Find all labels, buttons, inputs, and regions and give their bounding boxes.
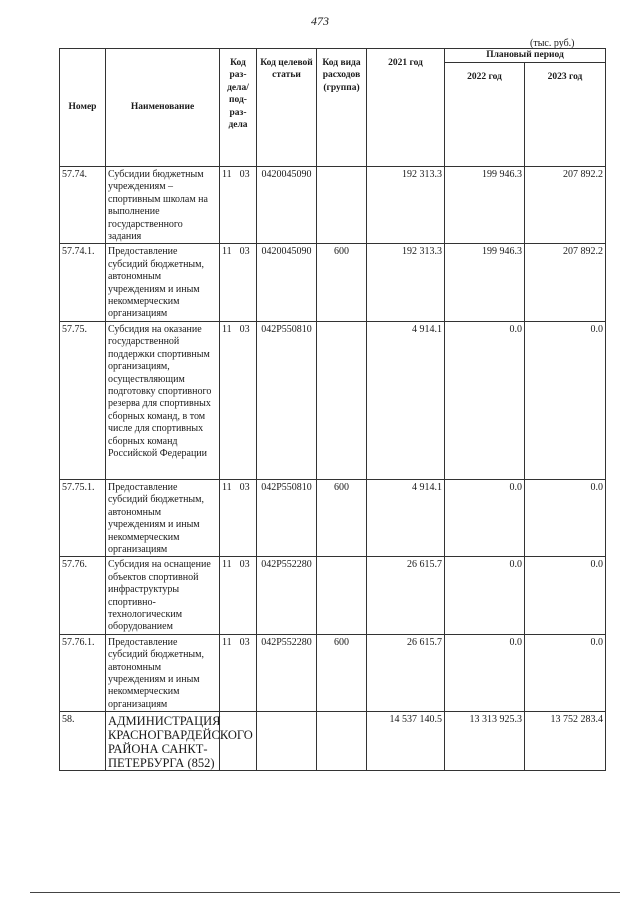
row-value-2023: 13 752 283.4 [525, 712, 606, 771]
row-name: АДМИНИСТРАЦИЯ КРАСНОГВАРДЕЙСКОГО РАЙОНА САНКТ-ПЕТЕРБУРГА (852) [106, 712, 220, 771]
row-target-code: 042P552280 [257, 634, 317, 711]
row-target-code: 0420045090 [257, 244, 317, 321]
row-expense-type: 600 [317, 244, 367, 321]
row-subsection: 03 [239, 169, 250, 180]
row-section: 11 [222, 636, 232, 648]
row-value-2022: 0.0 [445, 557, 525, 634]
row-section: 11 [222, 481, 232, 493]
row-target-code: 0420045090 [257, 167, 317, 244]
row-value-2023: 207 892.2 [525, 244, 606, 321]
row-subsection: 03 [239, 636, 250, 648]
table-row [60, 712, 606, 771]
row-value-2023: 0.0 [525, 634, 606, 711]
row-number: 57.76.1. [60, 634, 106, 711]
row-value-2022: 0.0 [445, 479, 525, 556]
row-section-code [220, 479, 257, 556]
row-value-2023: 0.0 [525, 479, 606, 556]
row-section-code [220, 244, 257, 321]
row-section: 11 [222, 323, 232, 335]
units-label: (тыс. руб.) [530, 38, 575, 49]
header-year-2023: 2023 год [525, 63, 606, 167]
table-body [60, 167, 606, 771]
row-value-2021: 192 313.3 [367, 167, 445, 244]
row-subsection: 03 [239, 559, 250, 571]
row-name: Предоставление субсидий бюджетным, автономным учреждениям и иным некоммерческим организациям [106, 479, 220, 556]
row-number: 58. [60, 712, 106, 771]
table-row [60, 479, 606, 556]
row-value-2023: 0.0 [525, 557, 606, 634]
header-year-2022: 2022 год [445, 63, 525, 167]
bottom-rule [30, 892, 620, 893]
row-name: Субсидия на оснащение объектов спортивной инфраструктуры спортивно-технологическим оборудованием [106, 557, 220, 634]
header-year-2021: 2021 год [367, 49, 445, 167]
row-subsection: 03 [239, 246, 250, 258]
table-row [60, 634, 606, 711]
row-value-2022: 0.0 [445, 321, 525, 479]
row-target-code: 042P552280 [257, 557, 317, 634]
row-number: 57.75. [60, 321, 106, 479]
row-expense-type [317, 557, 367, 634]
row-expense-type: 600 [317, 479, 367, 556]
row-number: 57.74.1. [60, 244, 106, 321]
row-value-2021: 4 914.1 [367, 479, 445, 556]
row-value-2021: 26 615.7 [367, 557, 445, 634]
row-value-2023: 207 892.2 [525, 167, 606, 244]
row-section: 11 [222, 559, 232, 571]
row-section-code [220, 634, 257, 711]
row-subsection: 03 [239, 481, 250, 493]
row-expense-type [317, 167, 367, 244]
table-row [60, 557, 606, 634]
row-name: Предоставление субсидий бюджетным, автономным учреждениям и иным некоммерческим организациям [106, 634, 220, 711]
row-value-2021: 192 313.3 [367, 244, 445, 321]
row-name: Субсидии бюджетным учреждениям – спортивным школам на выполнение государственного задания [106, 167, 220, 244]
table-row [60, 244, 606, 321]
header-expense-type: Код вида расходов (группа) [317, 49, 367, 167]
row-expense-type [317, 321, 367, 479]
row-name: Предоставление субсидий бюджетным, автономным учреждениям и иным некоммерческим организациям [106, 244, 220, 321]
header-section-code: Код раз-дела/ под-раз-дела [220, 49, 257, 167]
row-target-code: 042P550810 [257, 479, 317, 556]
row-subsection: 03 [239, 323, 250, 335]
budget-table-container [59, 48, 605, 771]
row-expense-type [317, 712, 367, 771]
row-value-2022: 199 946.3 [445, 244, 525, 321]
row-name: Субсидия на оказание государственной поддержки спортивным организациям, осуществляющим подготовку спортивного резерва для спортивных сборных команд, в том числе для спортивных сборных команд Российской Федерации [106, 321, 220, 479]
row-section-code [220, 167, 257, 244]
row-section-code [220, 557, 257, 634]
row-section: 11 [222, 246, 232, 258]
row-target-code: 042P550810 [257, 321, 317, 479]
row-value-2022: 199 946.3 [445, 167, 525, 244]
row-value-2021: 4 914.1 [367, 321, 445, 479]
row-value-2022: 13 313 925.3 [445, 712, 525, 771]
table-row [60, 321, 606, 479]
row-section: 11 [222, 169, 232, 180]
header-target-code: Код целевой статьи [257, 49, 317, 167]
row-target-code [257, 712, 317, 771]
header-planned-period: Плановый период [445, 49, 606, 63]
row-value-2022: 0.0 [445, 634, 525, 711]
row-number: 57.76. [60, 557, 106, 634]
header-name: Наименование [106, 49, 220, 167]
row-value-2021: 26 615.7 [367, 634, 445, 711]
table-row [60, 167, 606, 244]
header-number: Номер [60, 49, 106, 167]
row-expense-type: 600 [317, 634, 367, 711]
row-value-2021: 14 537 140.5 [367, 712, 445, 771]
row-section-code [220, 321, 257, 479]
budget-table [59, 48, 606, 771]
row-number: 57.75.1. [60, 479, 106, 556]
page-number: 473 [311, 14, 329, 28]
row-value-2023: 0.0 [525, 321, 606, 479]
row-number: 57.74. [60, 167, 106, 244]
